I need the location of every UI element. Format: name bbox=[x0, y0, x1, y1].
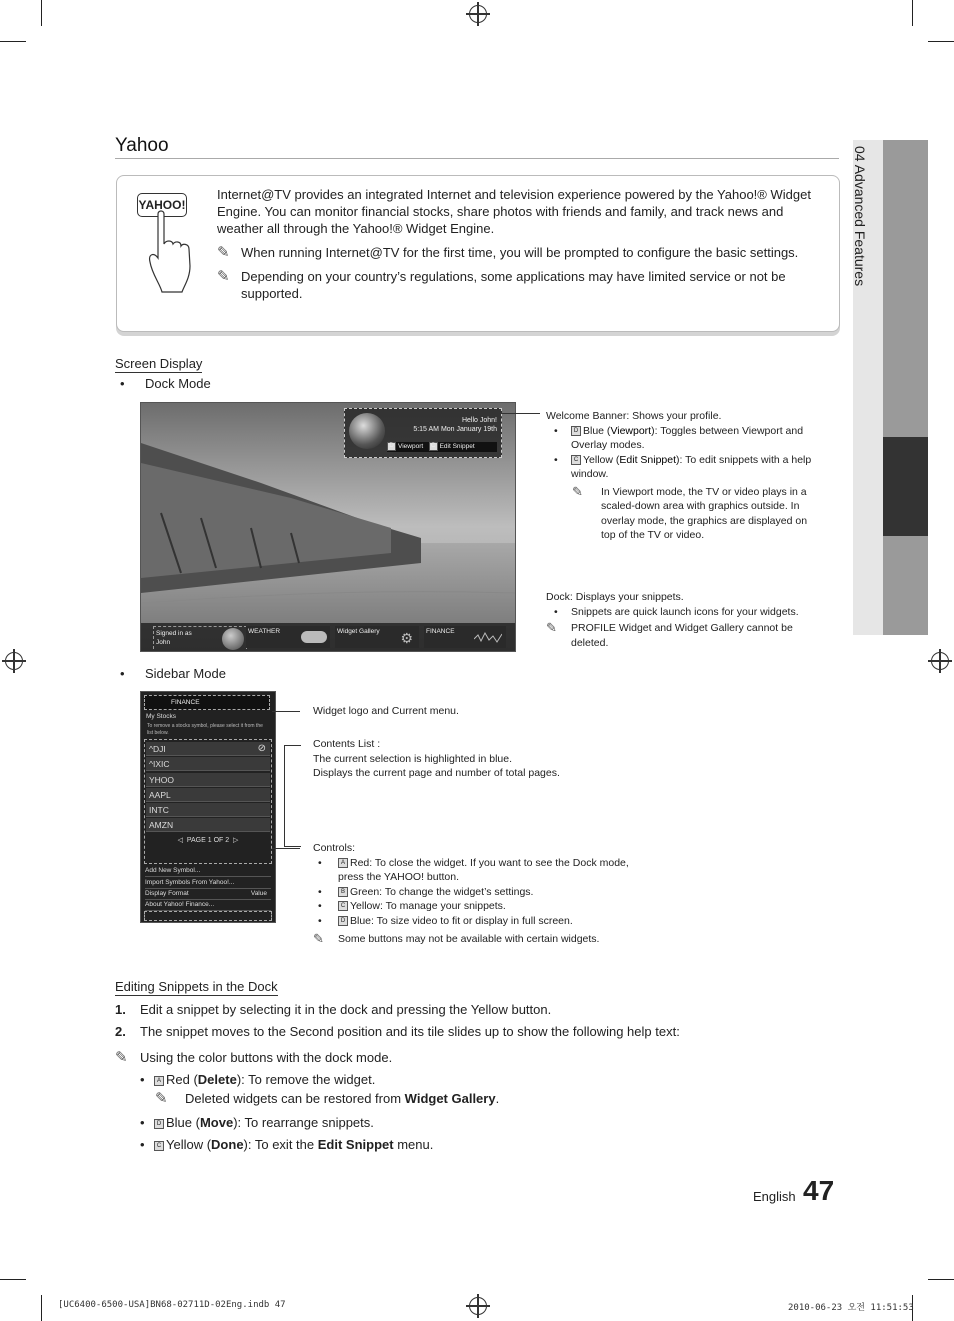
text-bold: Move bbox=[199, 1115, 234, 1130]
green-button-icon: B bbox=[338, 887, 348, 897]
viewport-label: Viewport bbox=[398, 443, 424, 451]
globe-icon bbox=[349, 413, 385, 449]
text: Snippets are quick launch icons for your widgets. bbox=[571, 605, 799, 618]
crop-mark bbox=[41, 1295, 42, 1321]
list-item[interactable] bbox=[146, 818, 270, 832]
crop-mark bbox=[928, 41, 954, 42]
page-title: Yahoo bbox=[115, 135, 169, 156]
heading-text: Editing Snippets in the Dock bbox=[115, 979, 278, 994]
hand-pointer-icon bbox=[148, 210, 200, 294]
text-bold: Widget Gallery bbox=[404, 1091, 496, 1106]
text: Using the color buttons with the dock mode. bbox=[140, 1050, 393, 1065]
widget-logo-annotation: Widget logo and Current menu. bbox=[313, 705, 459, 717]
yahoo-button-illustration: YAHOO! bbox=[137, 193, 187, 217]
dock-finance-snippet bbox=[424, 626, 506, 648]
note-pencil-icon: ✎ bbox=[313, 931, 324, 946]
menu-text: About Yahoo! Finance... bbox=[145, 901, 215, 908]
list-item[interactable] bbox=[146, 773, 270, 787]
stock-symbol: YHOO bbox=[149, 775, 175, 785]
next-page-icon[interactable]: ▷ bbox=[233, 837, 239, 844]
text: Red ( bbox=[166, 1072, 198, 1087]
intro-note-1 bbox=[217, 244, 817, 261]
text: menu. bbox=[393, 1137, 434, 1152]
text-bold: Delete bbox=[197, 1072, 237, 1087]
list-item[interactable] bbox=[146, 788, 270, 802]
heading-text: Screen Display bbox=[115, 356, 203, 371]
crop-mark bbox=[928, 1279, 954, 1280]
leader-line bbox=[272, 848, 300, 919]
menu-item[interactable] bbox=[145, 865, 271, 877]
list-item[interactable] bbox=[146, 803, 270, 817]
dock-weather-snippet bbox=[246, 626, 330, 648]
text: Green: To change the widget’s settings. bbox=[350, 885, 534, 898]
welcome-bullet-yellow: • C Yellow (Edit Snippet): To edit snippets with a help window. bbox=[554, 453, 812, 480]
menu-value: Value bbox=[250, 890, 267, 897]
blue-button-icon: D bbox=[154, 1119, 164, 1129]
my-stocks-label: My Stocks bbox=[146, 713, 176, 720]
text: Widget and bbox=[615, 622, 675, 634]
note-pencil-icon: ✎ bbox=[217, 244, 230, 261]
bullet-text: Dock Mode bbox=[145, 376, 211, 391]
edit-snippet-label: Edit Snippet bbox=[439, 443, 475, 451]
text: Yellow: To manage your snippets. bbox=[350, 900, 506, 912]
menu-text: Import Symbols From Yahoo!... bbox=[145, 879, 235, 886]
text-bold: PROFILE bbox=[571, 622, 616, 634]
yellow-button-icon: C bbox=[571, 455, 581, 465]
welcome-annotation bbox=[546, 409, 826, 543]
step-2 bbox=[115, 1021, 815, 1043]
sidebar-mode-screenshot bbox=[140, 691, 276, 923]
language-label: English bbox=[753, 1189, 796, 1204]
banner-hello: Hello John! bbox=[461, 417, 497, 424]
note-pencil-icon: ✎ bbox=[546, 620, 557, 635]
bullet-text: Sidebar Mode bbox=[145, 666, 226, 681]
stock-symbol: ^DJI bbox=[149, 744, 166, 754]
menu-text: Add New Symbol... bbox=[145, 867, 201, 874]
block-icon: ⊘ bbox=[257, 743, 266, 754]
prev-page-icon[interactable]: ◁ bbox=[177, 837, 183, 844]
note-pencil-icon: ✎ bbox=[572, 483, 583, 499]
crop-mark bbox=[41, 0, 42, 26]
crop-mark bbox=[912, 0, 913, 26]
globe-icon bbox=[222, 628, 244, 650]
yellow-button-icon: C bbox=[429, 442, 438, 451]
controls-yellow: • C Yellow: To manage your snippets. bbox=[318, 900, 506, 912]
sidebar-header-text: FINANCE bbox=[171, 699, 200, 706]
list-item[interactable] bbox=[146, 742, 270, 756]
text: cannot be deleted. bbox=[571, 622, 793, 649]
note-text: Depending on your country’s regulations, some applications may have limited service or not be supported. bbox=[241, 269, 786, 301]
finance-label: FINANCE bbox=[426, 628, 455, 635]
welcome-note bbox=[546, 485, 811, 543]
page-number: 47 bbox=[803, 1175, 835, 1206]
screen-display-heading bbox=[115, 355, 202, 373]
dock-gallery-snippet bbox=[335, 626, 419, 648]
text-bold: Viewport bbox=[610, 424, 652, 437]
text-bold: Done bbox=[211, 1137, 244, 1152]
footer-file: [UC6400-6500-USA]BN68-02711D-02Eng.indb 47 bbox=[58, 1300, 286, 1310]
blue-button-icon: D bbox=[338, 916, 348, 926]
blue-button-icon: D bbox=[571, 426, 581, 436]
stock-symbol: ^IXIC bbox=[149, 759, 170, 769]
text: Yellow ( bbox=[166, 1137, 212, 1152]
text: Some buttons may not be available with certain widgets. bbox=[338, 933, 600, 945]
intro-content bbox=[217, 186, 817, 302]
gallery-label: Widget Gallery bbox=[337, 628, 380, 635]
text: Deleted widgets can be restored from bbox=[185, 1091, 405, 1106]
registration-mark-icon bbox=[5, 652, 23, 670]
editing-red-note bbox=[115, 1088, 815, 1110]
cloud-icon bbox=[301, 631, 327, 643]
dock-title: Dock: Displays your snippets. bbox=[546, 591, 684, 603]
editing-steps bbox=[115, 999, 815, 1156]
leader-line bbox=[500, 413, 540, 414]
step-1 bbox=[115, 999, 815, 1021]
red-button-icon: A bbox=[154, 1076, 164, 1086]
sidebar-mode-bullet: • Sidebar Mode bbox=[120, 666, 226, 681]
controls-annotation bbox=[313, 841, 643, 947]
controls-title: Controls: bbox=[313, 842, 356, 854]
title-divider bbox=[115, 158, 839, 159]
editing-heading bbox=[115, 978, 278, 996]
page-text: PAGE 1 OF 2 bbox=[186, 837, 230, 844]
note-pencil-icon: ✎ bbox=[155, 1090, 168, 1107]
controls-blue: • D Blue: To size video to fit or display in full screen. bbox=[318, 914, 573, 927]
text: ): Toggles between Viewport and Overlay modes. bbox=[571, 424, 804, 451]
text-bold: Edit Snippet bbox=[317, 1137, 394, 1152]
list-item[interactable] bbox=[146, 757, 270, 771]
crop-mark bbox=[0, 1279, 26, 1280]
dock-bullet: • Snippets are quick launch icons for your widgets. bbox=[554, 605, 799, 618]
note-pencil-icon: ✎ bbox=[217, 268, 230, 285]
controls-frame bbox=[144, 911, 272, 921]
controls-green: • B Green: To change the widget’s settings. bbox=[318, 885, 534, 898]
text: ): To edit snippets with a help window. bbox=[571, 453, 812, 480]
editing-yellow: • C Yellow (Done): To exit the Edit Snippet menu. bbox=[140, 1137, 434, 1152]
text-bold: Edit Snippet bbox=[619, 453, 677, 466]
controls-red: • A Red: To close the widget. If you want to see the Dock mode, press the YAHOO! button. bbox=[318, 856, 629, 883]
text: Blue: To size video to fit or display in full screen. bbox=[350, 914, 573, 927]
dock-annotation bbox=[546, 590, 826, 650]
dock-mode-bullet: • Dock Mode bbox=[120, 376, 211, 391]
menu-text: Display Format bbox=[145, 890, 189, 897]
step-text: Edit a snippet by selecting it in the dock and pressing the Yellow button. bbox=[140, 1002, 552, 1017]
contents-line: The current selection is highlighted in blue. bbox=[313, 752, 513, 765]
chapter-label: 04 Advanced Features bbox=[852, 146, 868, 287]
text-bold: Widget Gallery bbox=[674, 622, 744, 634]
footer-date: 2010-06-23 오전 11:51:53 bbox=[788, 1303, 914, 1313]
blue-button-icon: D bbox=[387, 442, 396, 451]
dock-mode-screenshot bbox=[140, 402, 516, 652]
text: In Viewport mode, the TV or video plays in a scaled-down area with graphics outside. In overlay mode, the graphics are displayed on top of the TV or video. bbox=[601, 485, 808, 541]
text: ): To remove the widget. bbox=[236, 1072, 376, 1087]
chapter-tab-active bbox=[883, 437, 928, 536]
note-pencil-icon: ✎ bbox=[115, 1049, 128, 1066]
text: Yellow ( bbox=[583, 453, 620, 466]
registration-mark-icon bbox=[469, 5, 487, 23]
weather-label: WEATHER bbox=[248, 628, 281, 635]
banner-greeting bbox=[413, 416, 497, 434]
yellow-button-icon: C bbox=[338, 901, 348, 911]
page-indicator bbox=[141, 836, 275, 844]
crop-mark bbox=[0, 41, 26, 42]
welcome-title: Welcome Banner: Shows your profile. bbox=[546, 410, 722, 422]
bracket-line bbox=[284, 745, 301, 847]
dock-profile-snippet bbox=[153, 626, 247, 652]
stock-symbol: AAPL bbox=[149, 790, 171, 800]
text: ): To rearrange snippets. bbox=[233, 1115, 374, 1130]
text: Blue ( bbox=[583, 424, 611, 437]
editing-red: • A Red (Delete): To remove the widget. bbox=[140, 1072, 376, 1087]
chapter-tab-block bbox=[883, 140, 928, 437]
sidebar-hint: To remove a stocks symbol, please select it from the list below. bbox=[147, 723, 263, 736]
registration-mark-icon bbox=[931, 652, 949, 670]
menu-item[interactable] bbox=[145, 899, 271, 911]
sidebar-header bbox=[144, 695, 270, 710]
intro-paragraph: Internet@TV provides an integrated Internet and television experience powered by the Yahoo!® Widget Engine. You can monitor financial stocks, share photos with friends and family, and track news and weather all through the Yahoo!® Widget Engine. bbox=[217, 187, 811, 236]
editing-blue: • D Blue (Move): To rearrange snippets. bbox=[140, 1115, 374, 1130]
welcome-bullet-blue: • D Blue (Viewport): Toggles between Viewport and Overlay modes. bbox=[554, 424, 804, 451]
banner-buttons bbox=[387, 442, 497, 452]
registration-mark-icon bbox=[469, 1297, 487, 1315]
leader-line bbox=[272, 747, 273, 748]
text: . bbox=[495, 1091, 500, 1106]
step-number: 2. bbox=[115, 1024, 126, 1039]
text: Blue ( bbox=[166, 1115, 200, 1130]
note-text: When running Internet@TV for the first time, you will be prompted to configure the basic settings. bbox=[241, 245, 799, 260]
step-text: The snippet moves to the Second position and its tile slides up to show the following help text: bbox=[140, 1024, 680, 1039]
contents-annotation bbox=[313, 737, 613, 781]
yellow-button-icon: C bbox=[154, 1141, 164, 1151]
contents-title: Contents List : bbox=[313, 738, 381, 750]
dock-bar bbox=[141, 623, 515, 651]
text: button. bbox=[423, 871, 460, 883]
welcome-banner bbox=[344, 408, 502, 458]
dock-signed-in: Signed in as bbox=[156, 630, 192, 637]
step-number: 1. bbox=[115, 1002, 126, 1017]
editing-note bbox=[115, 1047, 815, 1069]
leader-line bbox=[272, 711, 300, 712]
stock-symbol: INTC bbox=[149, 805, 169, 815]
dock-user: John bbox=[156, 639, 171, 646]
stock-symbol: AMZN bbox=[149, 820, 174, 830]
red-button-icon: A bbox=[338, 858, 348, 868]
text: ): To exit the bbox=[243, 1137, 318, 1152]
gear-icon: ⚙ bbox=[400, 630, 413, 646]
dock-note bbox=[546, 621, 826, 650]
stock-line-icon bbox=[474, 631, 502, 643]
intro-note-2 bbox=[217, 268, 817, 302]
banner-time: 5:15 AM Mon January 19th bbox=[413, 426, 497, 433]
contents-line: Displays the current page and number of total pages. bbox=[313, 767, 560, 779]
controls-note bbox=[313, 932, 643, 947]
text-bold: YAHOO! bbox=[383, 871, 424, 883]
text: Red: To close the widget. If you want to see the Dock mode, press the bbox=[338, 856, 629, 883]
chapter-tab-block bbox=[883, 536, 928, 635]
